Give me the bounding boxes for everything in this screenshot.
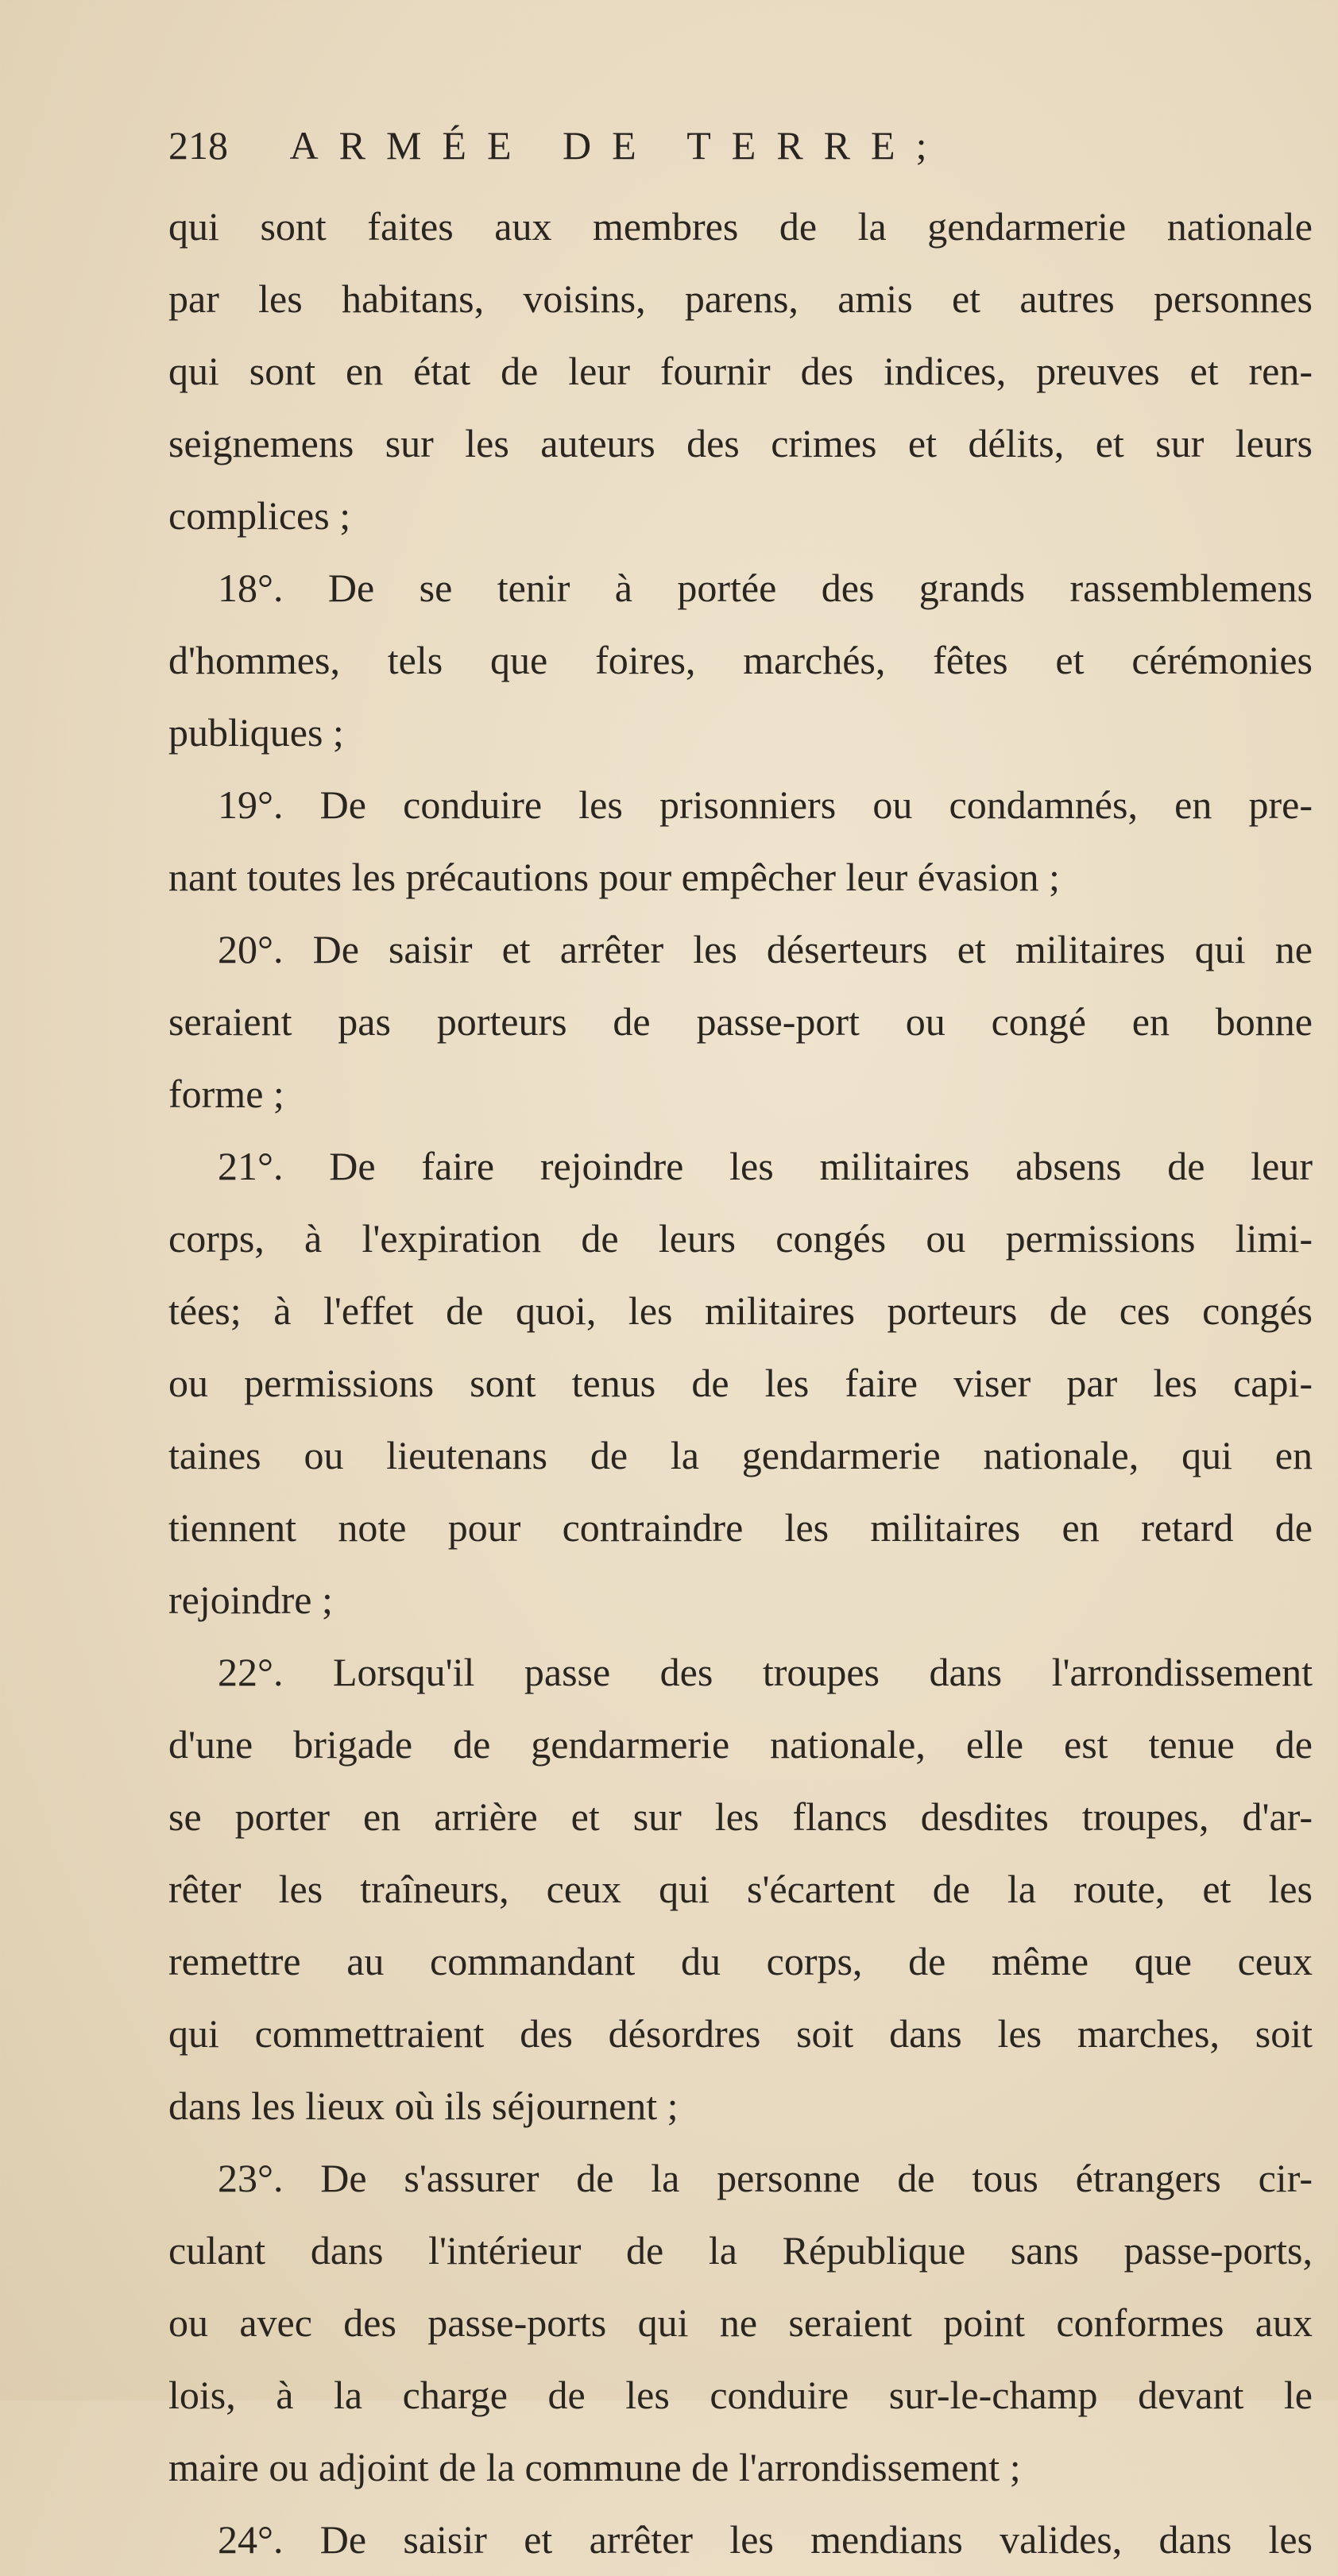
text-line: rêter les traîneurs, ceux qui s'écartent de la route, et les — [168, 1867, 1313, 1911]
text-line: 20°. De saisir et arrêter les déserteurs et militaires qui ne — [218, 927, 1313, 971]
text-line: rejoindre ; — [168, 1578, 333, 1622]
text-line: forme ; — [168, 1072, 284, 1116]
text-line: 21°. De faire rejoindre les militaires absens de leur — [218, 1144, 1313, 1188]
text-line: qui sont en état de leur fournir des indices, preuves et ren- — [168, 349, 1313, 393]
text-line: se porter en arrière et sur les flancs desdites troupes, d'ar- — [168, 1794, 1313, 1839]
text-line: tées; à l'effet de quoi, les militaires porteurs de ces congés — [168, 1288, 1313, 1333]
text-line: seraient pas porteurs de passe-port ou congé en bonne — [168, 999, 1313, 1044]
text-line: 19°. De conduire les prisonniers ou condamnés, en pre- — [218, 782, 1313, 827]
text-line: tiennent note pour contraindre les militaires en retard de — [168, 1505, 1313, 1550]
text-line: ou permissions sont tenus de les faire viser par les capi- — [168, 1361, 1313, 1405]
text-line: 23°. De s'assurer de la personne de tous étrangers cir- — [218, 2156, 1313, 2200]
text-line: d'hommes, tels que foires, marchés, fêtes et cérémonies — [168, 638, 1313, 682]
text-line: qui commettraient des désordres soit dans les marches, soit — [168, 2011, 1313, 2056]
text-line: remettre au commandant du corps, de même que ceux — [168, 1939, 1313, 1983]
text-line: 18°. De se tenir à portée des grands rassemblemens — [218, 566, 1313, 610]
page-header — [168, 118, 1281, 173]
text-line: 22°. Lorsqu'il passe des troupes dans l'arrondissement — [218, 1650, 1313, 1694]
page-number: 218 — [168, 123, 228, 168]
text-line: qui sont faites aux membres de la gendarmerie nationale — [168, 204, 1313, 249]
text-line: ou avec des passe-ports qui ne seraient point conformes aux — [168, 2300, 1313, 2345]
text-line: maire ou adjoint de la commune de l'arrondissement ; — [168, 2445, 1021, 2489]
text-line: 24°. De saisir et arrêter les mendians valides, dans les — [218, 2517, 1313, 2562]
text-line: lois, à la charge de les conduire sur-le-champ devant le — [168, 2373, 1313, 2417]
body-text — [168, 191, 1313, 2576]
text-line: seignemens sur les auteurs des crimes et délits, et sur leurs — [168, 421, 1313, 465]
text-line: culant dans l'intérieur de la République sans passe-ports, — [168, 2228, 1313, 2273]
text-line: taines ou lieutenans de la gendarmerie nationale, qui en — [168, 1433, 1313, 1477]
text-line: d'une brigade de gendarmerie nationale, elle est tenue de — [168, 1722, 1313, 1767]
text-line: nant toutes les précautions pour empêcher leur évasion ; — [168, 855, 1060, 899]
text-line: publiques ; — [168, 710, 344, 755]
running-title: ARMÉE DE TERRE; — [289, 123, 948, 168]
text-line: dans les lieux où ils séjournent ; — [168, 2084, 679, 2128]
text-line: corps, à l'expiration de leurs congés ou permissions limi- — [168, 1216, 1313, 1261]
text-line: par les habitans, voisins, parens, amis et autres personnes — [168, 276, 1313, 321]
text-line: complices ; — [168, 493, 351, 538]
